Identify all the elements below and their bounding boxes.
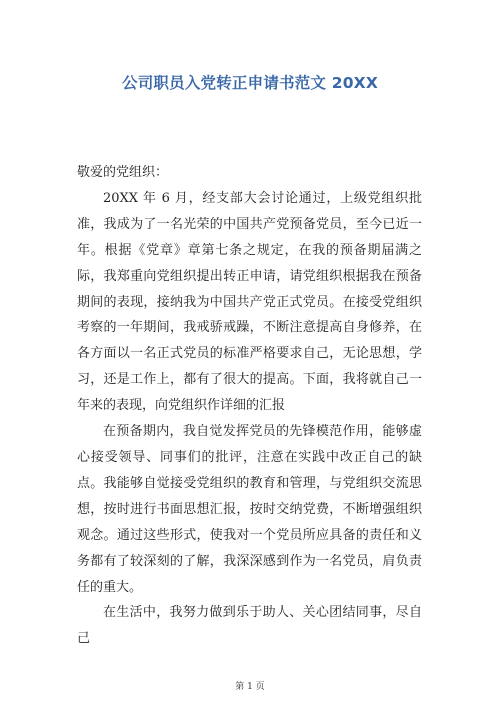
paragraph-2: 在预备期内，我自觉发挥党员的先锋模范作用，能够虚心接受领导、同事们的批评，注意在实践中改正自己的缺点。我能够自觉接受党组织的教育和管理，与党组织交流思想，按时进行书面思想汇报，按时交纳党费，不断增强组织观念。通过这些形式，使我对一个党员所应具备的责任和义务都有了较深刻的了解，我深深感到作为一名党员，肩负责任的重大。 <box>77 424 422 595</box>
document-body <box>77 160 422 652</box>
page-number: 第 1 页 <box>235 682 265 692</box>
paragraph-1: 20XX 年 6 月，经支部大会讨论通过，上级党组织批准，我成为了一名光荣的中国共产党预备党员，至今已近一年。根据《党章》章第七条之规定，在我的预备期届满之际，我郑重向党组织提出转正申请，请党组织根据我在预备期间的表现，接纳我为中国共产党正式党员。在接受党组织考察的一年期间，我戒骄戒躁，不断注意提高自身修养，在各方面以一名正式党员的标准严格要求自己，无论思想，学习，还是工作上，都有了很大的提高。下面，我将就自己一年来的表现，向党组织作详细的汇报 <box>77 190 422 414</box>
paragraph-3: 在生活中，我努力做到乐于助人、关心团结同事，尽自己 <box>77 605 422 647</box>
salutation: 敬爱的党组织： <box>77 165 169 180</box>
document-title: 公司职员入党转正申请书范文 20XX <box>122 74 378 92</box>
